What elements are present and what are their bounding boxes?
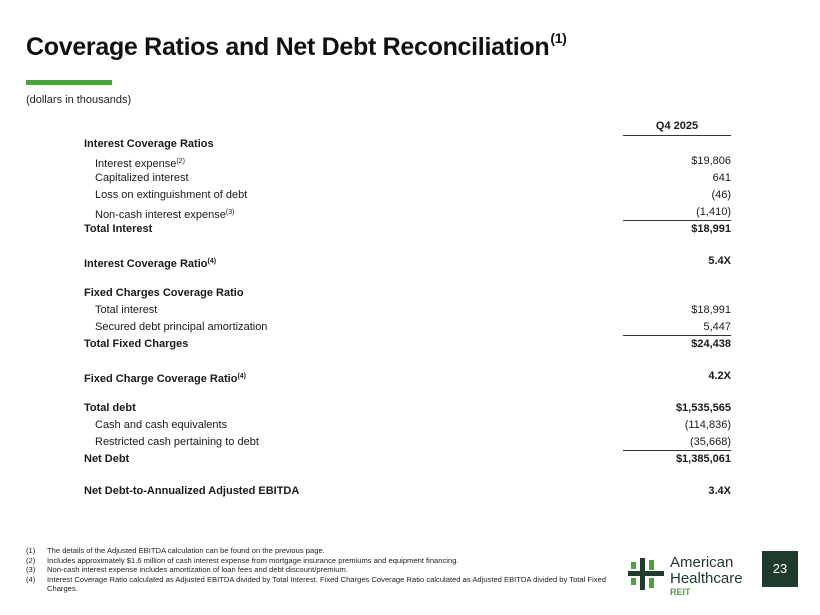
footnote-marker: (2)	[176, 158, 185, 165]
title-footnote-marker: (1)	[550, 30, 567, 46]
table-row	[84, 319, 731, 336]
table-row	[84, 285, 731, 302]
row-value: 3.4X	[708, 485, 731, 497]
units-subtitle: (dollars in thousands)	[26, 94, 132, 106]
reconciliation-table	[84, 118, 731, 500]
table-row-total	[84, 336, 731, 353]
plus-cross-logo-icon	[628, 558, 664, 590]
table-row	[84, 434, 731, 451]
table-row	[84, 153, 731, 170]
row-value: (35,668)	[623, 435, 731, 451]
row-label: Net Debt	[84, 453, 130, 465]
row-value: 641	[712, 172, 731, 184]
table-row	[84, 302, 731, 319]
footnote-marker: (4)	[237, 373, 246, 380]
row-label: Cash and cash equivalents	[95, 419, 228, 431]
row-value: $18,991	[691, 304, 731, 316]
accent-bar	[26, 80, 112, 85]
logo-word-1: American	[670, 554, 734, 571]
row-label: Secured debt principal amortization	[95, 321, 268, 333]
row-value: $1,385,061	[675, 453, 731, 465]
table-row	[84, 187, 731, 204]
row-value: (114,836)	[684, 419, 731, 431]
table-row-ratio	[84, 368, 731, 385]
row-label: Interest Coverage Ratio$^{(4)}$	[84, 258, 217, 270]
footnote: (1) The details of the Adjusted EBITDA calculation can be found on the previous page.	[26, 546, 325, 555]
row-value: (46)	[711, 189, 731, 201]
row-value: 5.4X	[708, 255, 731, 267]
footnote-marker: (3)	[225, 209, 235, 216]
row-value: $24,438	[691, 338, 731, 350]
table-row	[84, 204, 731, 221]
row-label: Loss on extinguishment of debt	[95, 189, 248, 201]
row-label: Fixed Charge Coverage Ratio$^{(4)}$	[84, 373, 246, 385]
footnote: (2) Includes approximately $1.6 million of cash interest expense from mortgage insurance premiums and equipment financing.	[26, 555, 459, 565]
table-row-total	[84, 221, 731, 238]
table-row-total	[84, 451, 731, 468]
row-label: Net Debt-to-Annualized Adjusted EBITDA	[84, 485, 300, 497]
column-header-label: Q4 2025	[655, 120, 699, 132]
footnotes	[26, 546, 606, 594]
row-label: Non-cash interest expense$^{(3)}$	[95, 209, 235, 221]
footnote: (4) Interest Coverage Ratio calculated as Adjusted EBITDA divided by Total Interest. Fixed Charges Coverage Ratio calculated as Adjusted EBITDA divided by Total Fixed Charges.	[26, 574, 607, 594]
table-row	[84, 136, 731, 153]
page-title: Coverage Ratios and Net Debt Reconciliation$^{(1)}$	[26, 30, 567, 61]
company-logo	[628, 554, 758, 600]
table-row	[84, 417, 731, 434]
row-label: Total Interest	[84, 223, 153, 235]
column-header	[84, 118, 731, 136]
row-label: Total Fixed Charges	[84, 338, 189, 350]
table-row	[84, 400, 731, 417]
row-label: Interest Coverage Ratios	[84, 138, 214, 150]
table-row-ratio	[84, 483, 731, 500]
row-value: $19,806	[691, 155, 731, 167]
row-value: 5,447	[623, 320, 731, 336]
row-value: $1,535,565	[675, 402, 731, 414]
footnote-marker: (4)	[207, 258, 217, 265]
row-value: 4.2X	[708, 370, 731, 382]
table-row	[84, 170, 731, 187]
page-number: 23	[762, 551, 798, 587]
row-label: Total debt	[84, 402, 136, 414]
row-label: Capitalized interest	[95, 172, 189, 184]
row-label: Restricted cash pertaining to debt	[95, 436, 259, 448]
table-row-ratio	[84, 253, 731, 270]
footnote: (3) Non-cash interest expense includes amortization of loan fees and debt discount/premium.	[26, 565, 348, 575]
row-value: $18,991	[691, 223, 731, 235]
row-label: Total interest	[95, 304, 158, 316]
row-label: Fixed Charges Coverage Ratio	[84, 287, 244, 299]
row-label: Interest expense$^{(2)}$	[95, 158, 185, 170]
logo-word-3: REIT	[670, 587, 691, 597]
logo-word-2: Healthcare	[670, 570, 743, 587]
row-value: (1,410)	[623, 205, 731, 221]
